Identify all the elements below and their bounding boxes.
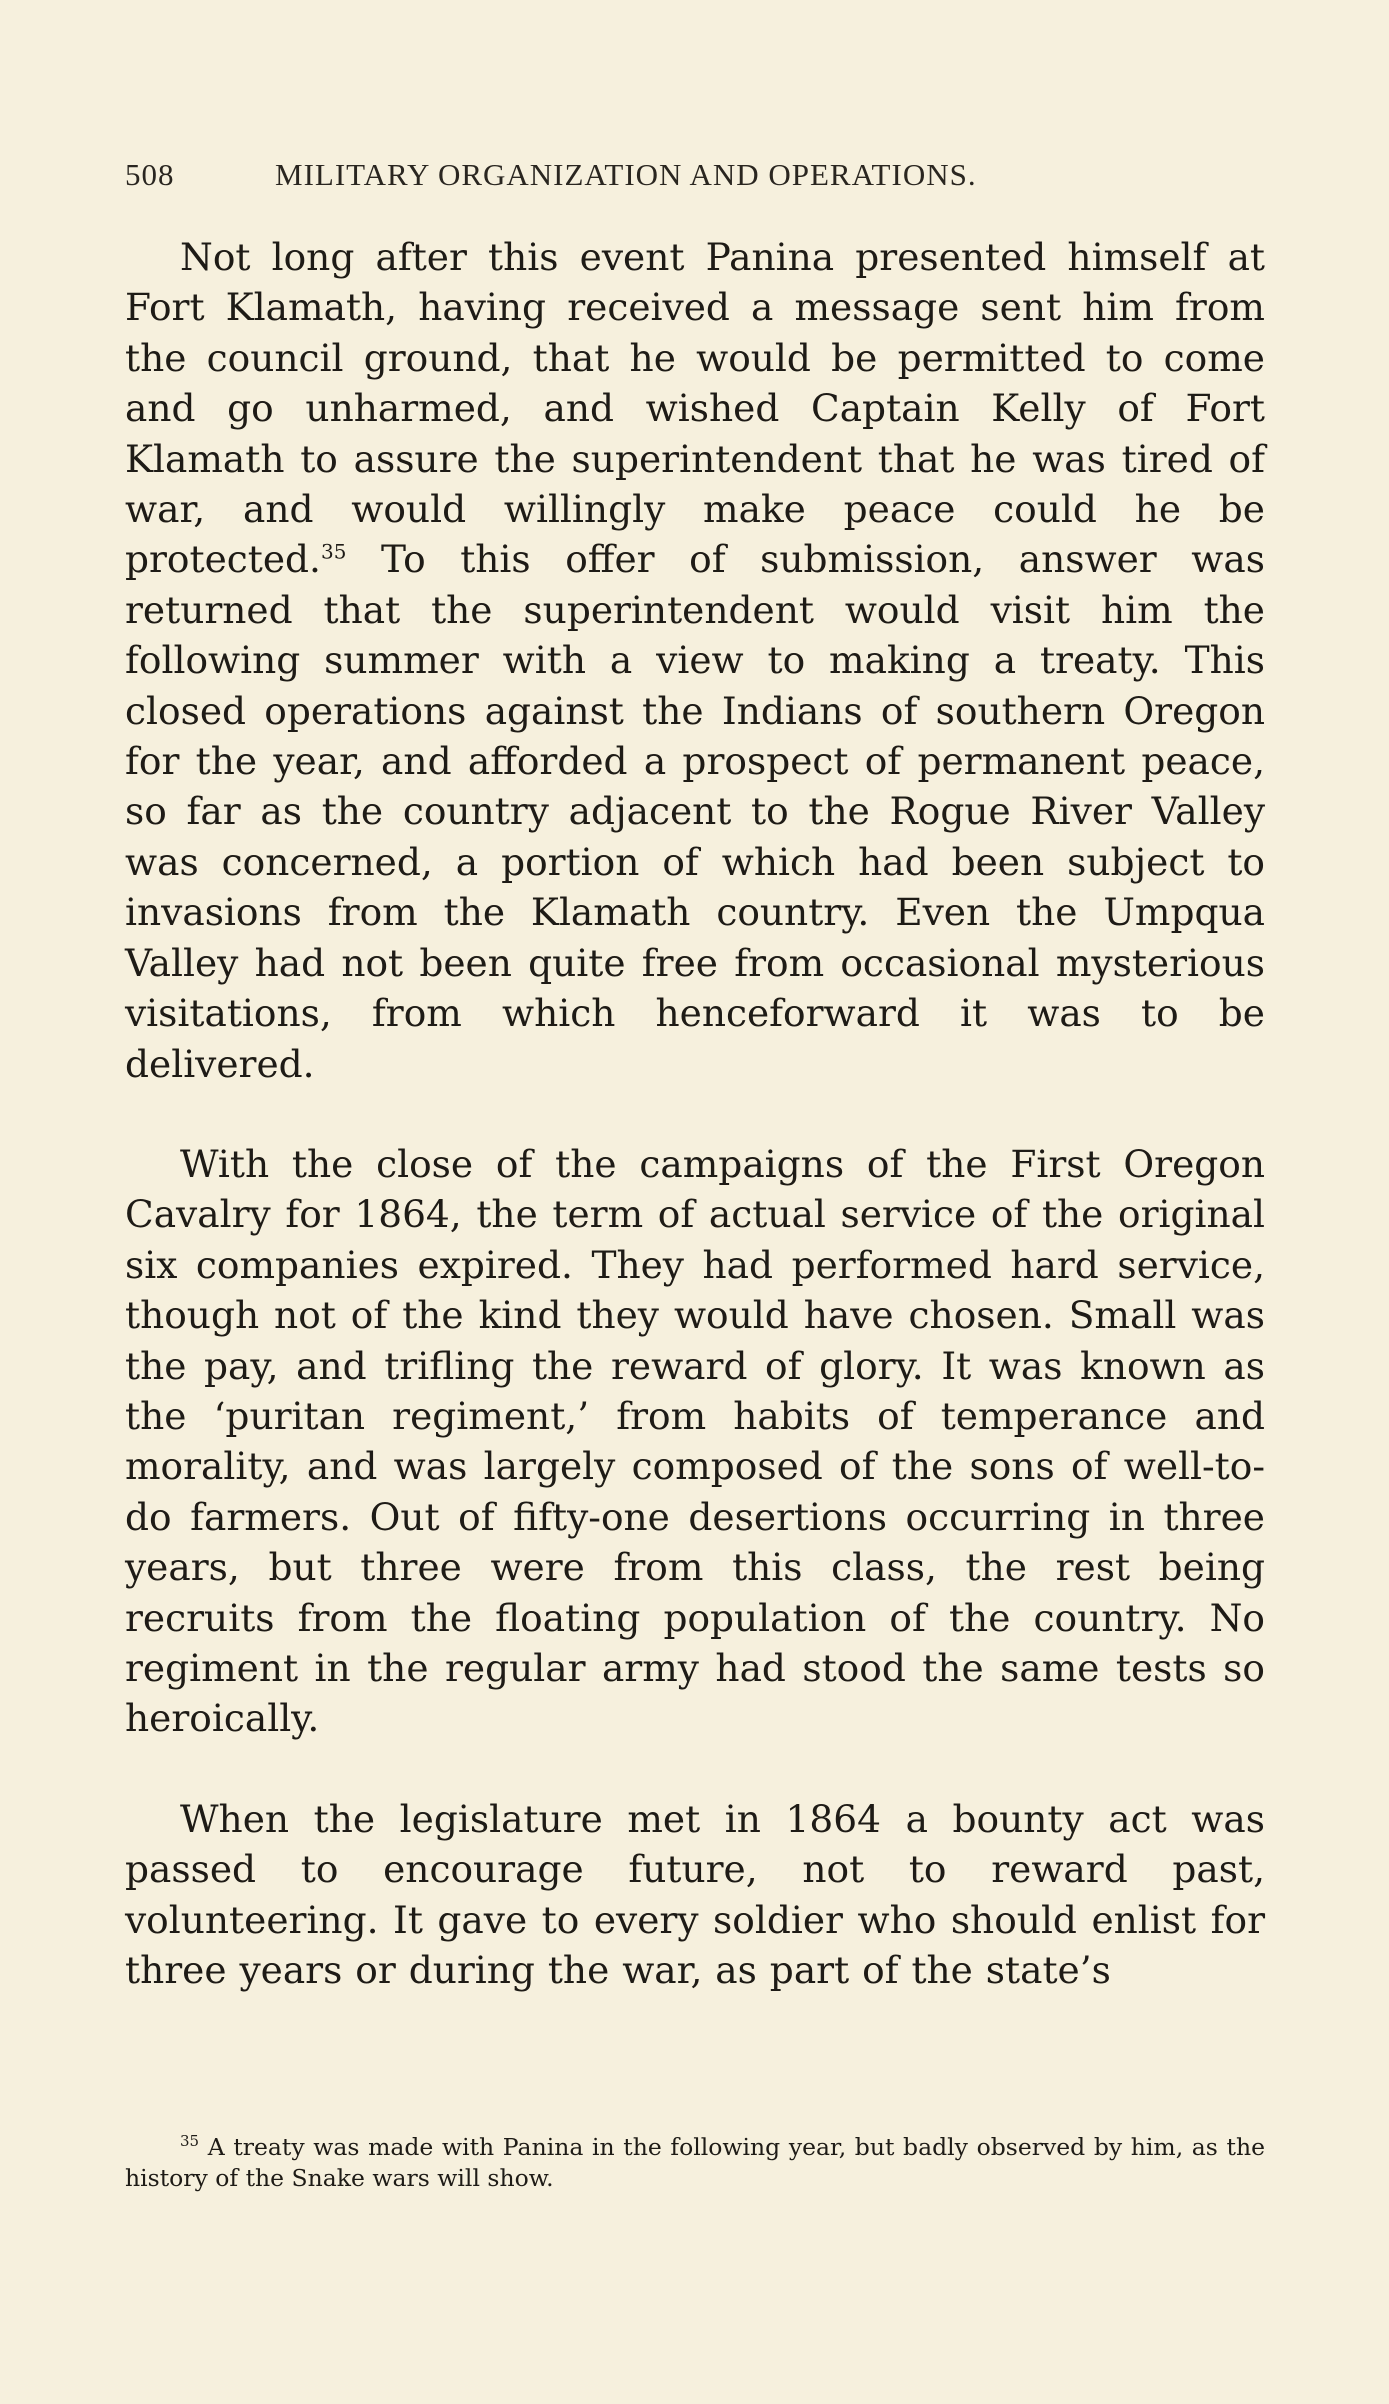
paragraph-1-text-b: To this offer of submission, answer was returned that the superintendent would visit him the following summer with a view to making a treaty. This closed operations against the Indians of southern Oregon for the year, and afforded a prospect of permanent peace, so far as the country adjacent to the Rogue River Valley was concerned, a portion of which had been subject to invasions from the Klamath country. Even the Umpqua Valley had not been quite free from occasional mysterious visitations, from which henceforward it was to be delivered. (125, 537, 1265, 1086)
footnote-reference: 35 (320, 539, 347, 564)
running-header (125, 157, 1265, 197)
footnote-text: A treaty was made with Panina in the following year, but badly observed by him, as the history of the Snake wars will show. (125, 2133, 1265, 2192)
paragraph-2: With the close of the campaigns of the First Oregon Cavalry for 1864, the term of actual service of the original six companies expired. They had performed hard service, though not of the kind they would have chosen. Small was the pay, and trifling the reward of glory. It was known as the ‘puritan regiment,’ from habits of temperance and morality, and was largely composed of the sons of well-to-do farmers. Out of fifty-one desertions occurring in three years, but three were from this class, the rest being recruits from the floating population of the country. No regiment in the regular army had stood the same tests so heroically. (125, 1141, 1265, 1741)
body-text (125, 232, 1265, 1995)
paragraph-1 (125, 232, 1265, 1089)
paragraph-3: When the legislature met in 1864 a bounty act was passed to encourage future, not to reward past, volunteering. It gave to every soldier who should enlist for three years or during the war, as part of the state’s (125, 1796, 1265, 1992)
page-number: 508 (125, 157, 175, 192)
paragraph-1-text-a: Not long after this event Panina presented himself at Fort Klamath, having received a message sent him from the council ground, that he would be permitted to come and go unharmed, and wished Captain Kelly of Fort Klamath to assure the superintendent that he was tired of war, and would willingly make peace could he be protected. (125, 235, 1265, 582)
footnote-number: 35 (180, 2132, 200, 2151)
running-title: MILITARY ORGANIZATION AND OPERATIONS. (275, 157, 977, 192)
footnote (125, 2132, 1265, 2194)
